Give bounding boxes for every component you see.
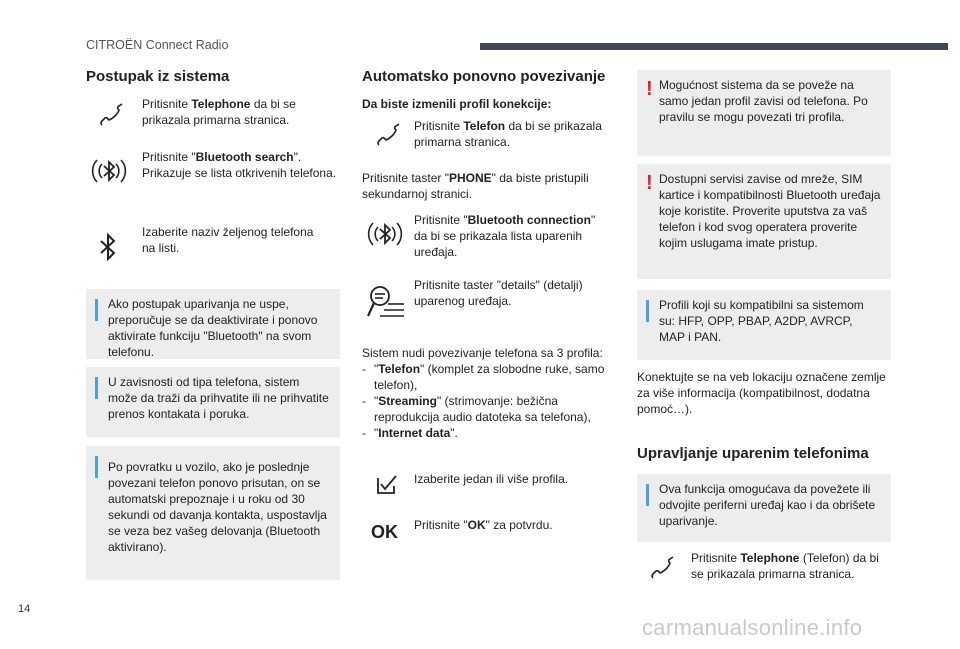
info-bar-icon bbox=[646, 300, 649, 322]
info-bar-icon bbox=[95, 377, 98, 399]
info-note-1: Ako postupak uparivanja ne uspe, preporučuje se da deaktivirate i ponovo aktivirate funkciju "Bluetooth" na svom telefonu. bbox=[86, 289, 340, 359]
col2-step4-text: Izaberite jedan ili više profila. bbox=[414, 472, 569, 486]
info-bar-icon bbox=[95, 299, 98, 321]
checkbox-icon bbox=[375, 474, 399, 496]
details-list-icon bbox=[366, 282, 406, 322]
info-note-4: Profili koji su kompatibilni sa sistemom su: HFP, OPP, PBAP, A2DP, AVRCP, MAP i PAN. bbox=[637, 290, 891, 360]
col1-step3-text: Izaberite naziv željenog telefona na listi. bbox=[142, 225, 314, 255]
watermark: carmanualsonline.info bbox=[642, 615, 863, 640]
phone-handset-icon bbox=[95, 102, 127, 126]
col2-para2: Sistem nudi povezivanje telefona sa 3 profila: bbox=[362, 346, 603, 360]
header-title: CITROËN Connect Radio bbox=[86, 38, 229, 52]
list-item: - "Internet data". bbox=[362, 426, 458, 440]
list-item: - "Streaming" (strimovanje: bežična reprodukcija audio datoteka sa telefona), bbox=[362, 394, 591, 424]
list-item: - "Telefon" (komplet za slobodne ruke, samo telefon), bbox=[362, 362, 605, 392]
bluetooth-search-icon bbox=[88, 150, 130, 192]
col3-para1: Konektujte se na veb lokaciju označene zemlje za više informacija (kompatibilnost, dodatna pomoć…). bbox=[637, 370, 886, 416]
warning-note-1: ! Mogućnost sistema da se poveže na samo jedan profil zavisi od telefona. Po pravilu se mogu povezati tri profila. bbox=[637, 70, 891, 156]
info-bar-icon bbox=[646, 484, 649, 506]
col2-step5-text: Pritisnite "OK" za potvrdu. bbox=[414, 518, 553, 532]
col2-step1-text: Pritisnite Telefon da bi se prikazala primarna stranica. bbox=[414, 119, 602, 149]
ok-icon: OK bbox=[371, 522, 398, 542]
info-note-3: Po povratku u vozilo, ako je poslednje povezani telefon ponovo prisutan, on se automatski prepoznaje i u roku od 30 sekundi od davanja kontakta, uspostavlja se veza bez vašeg delovanja (Bluetooth aktivirano). bbox=[86, 446, 340, 580]
warning-note-2: ! Dostupni servisi zavise od mreže, SIM kartice i kompatibilnosti Bluetooth uređaja koje koristite. Proverite uputstva za vaš telefon i kod svog operatera proverite kojim uslugama imate pristup. bbox=[637, 164, 891, 279]
header-bar bbox=[480, 43, 948, 50]
col3-heading: Upravljanje uparenim telefonima bbox=[637, 445, 869, 462]
col1-step1-text: Pritisnite Telephone da bi se prikazala primarna stranica. bbox=[142, 97, 296, 127]
col2-heading: Automatsko ponovno povezivanje bbox=[362, 68, 606, 85]
col3-step1-text: Pritisnite Telephone (Telefon) da bi se prikazala primarna stranica. bbox=[691, 551, 879, 581]
col2-para1: Pritisnite taster "PHONE" da biste pristupili sekundarnoj stranici. bbox=[362, 171, 589, 201]
col2-subheading: Da biste izmenili profil konekcije: bbox=[362, 97, 552, 111]
page-number: 14 bbox=[18, 603, 31, 615]
col2-step2-text: Pritisnite "Bluetooth connection" da bi se prikazala lista uparenih uređaja. bbox=[414, 213, 596, 259]
warning-icon: ! bbox=[646, 78, 653, 100]
phone-handset-icon bbox=[372, 122, 404, 146]
bluetooth-connection-icon bbox=[364, 213, 406, 255]
info-note-2: U zavisnosti od tipa telefona, sistem može da traži da prihvatite ili ne prihvatite prenos kontakata i poruka. bbox=[86, 367, 340, 437]
phone-handset-icon bbox=[646, 555, 678, 579]
info-note-5: Ova funkcija omogućava da povežete ili odvojite periferni uređaj kao i da obrišete uparivanje. bbox=[637, 474, 891, 542]
info-bar-icon bbox=[95, 456, 98, 478]
bluetooth-icon bbox=[96, 232, 120, 264]
profile-list bbox=[362, 361, 617, 441]
col1-heading: Postupak iz sistema bbox=[86, 68, 230, 85]
col1-step2-text: Pritisnite "Bluetooth search". Prikazuje se lista otkrivenih telefona. bbox=[142, 150, 337, 180]
warning-icon: ! bbox=[646, 172, 653, 194]
col2-step3-text: Pritisnite taster "details" (detalji) uparenog uređaja. bbox=[414, 278, 583, 308]
